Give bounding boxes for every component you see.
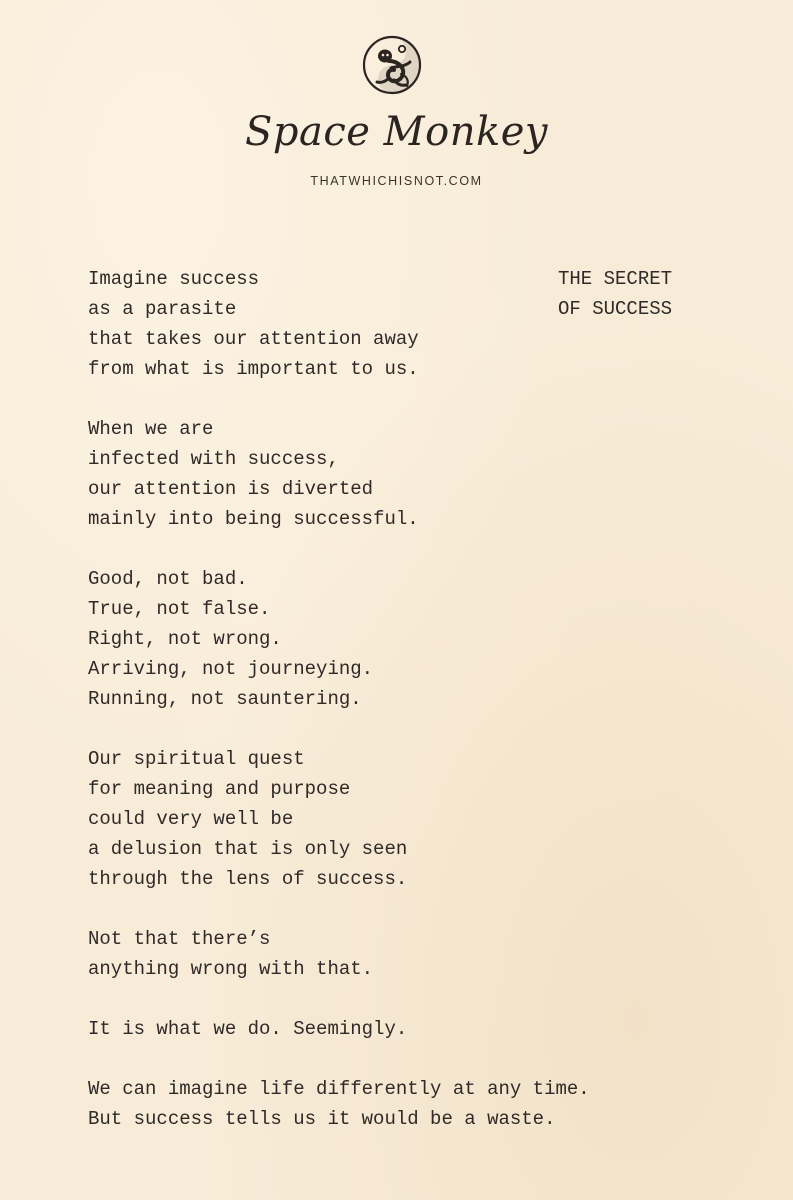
poem-line: through the lens of success. [88, 868, 408, 890]
poem-line: could very well be [88, 808, 294, 830]
poem-line: as a parasite [88, 298, 237, 320]
poem-line: anything wrong with that. [88, 958, 374, 980]
poem-line: a delusion that is only seen [88, 838, 408, 860]
poem-line: Good, not bad. [88, 568, 248, 590]
poem-body [88, 264, 590, 1164]
poem-line: Imagine success [88, 268, 260, 290]
poem-line: Our spiritual quest [88, 748, 305, 770]
poem-title-line: OF SUCCESS [558, 298, 673, 320]
poem-line: Not that there’s [88, 928, 271, 950]
poem-stanza [88, 1014, 590, 1044]
poem-title-line: THE SECRET [558, 268, 673, 290]
poem-line: Right, not wrong. [88, 628, 282, 650]
poem-line: our attention is diverted [88, 478, 374, 500]
poem-line: Running, not sauntering. [88, 688, 362, 710]
site-url: THATWHICHISNOT.COM [310, 174, 483, 188]
poem-stanza [88, 564, 590, 714]
poem-line: mainly into being successful. [88, 508, 419, 530]
poem-line: Arriving, not journeying. [88, 658, 374, 680]
poem-line: from what is important to us. [88, 358, 419, 380]
poem-stanza [88, 744, 590, 894]
poem-line: True, not false. [88, 598, 271, 620]
poem-line: When we are [88, 418, 214, 440]
poem-stanza [88, 924, 590, 984]
poem-stanza [88, 414, 590, 534]
poem-line: infected with success, [88, 448, 339, 470]
brand-name: Space Monkey [245, 109, 548, 155]
poem-line: It is what we do. Seemingly. [88, 1018, 408, 1040]
poem-line: that takes our attention away [88, 328, 419, 350]
poem-stanza [88, 264, 590, 384]
poem-line: for meaning and purpose [88, 778, 351, 800]
monkey-yin-yang-icon [361, 34, 423, 96]
poem-stanza [88, 1074, 590, 1134]
poem-line: But success tells us it would be a waste. [88, 1108, 556, 1130]
poem-line: We can imagine life differently at any time. [88, 1078, 590, 1100]
